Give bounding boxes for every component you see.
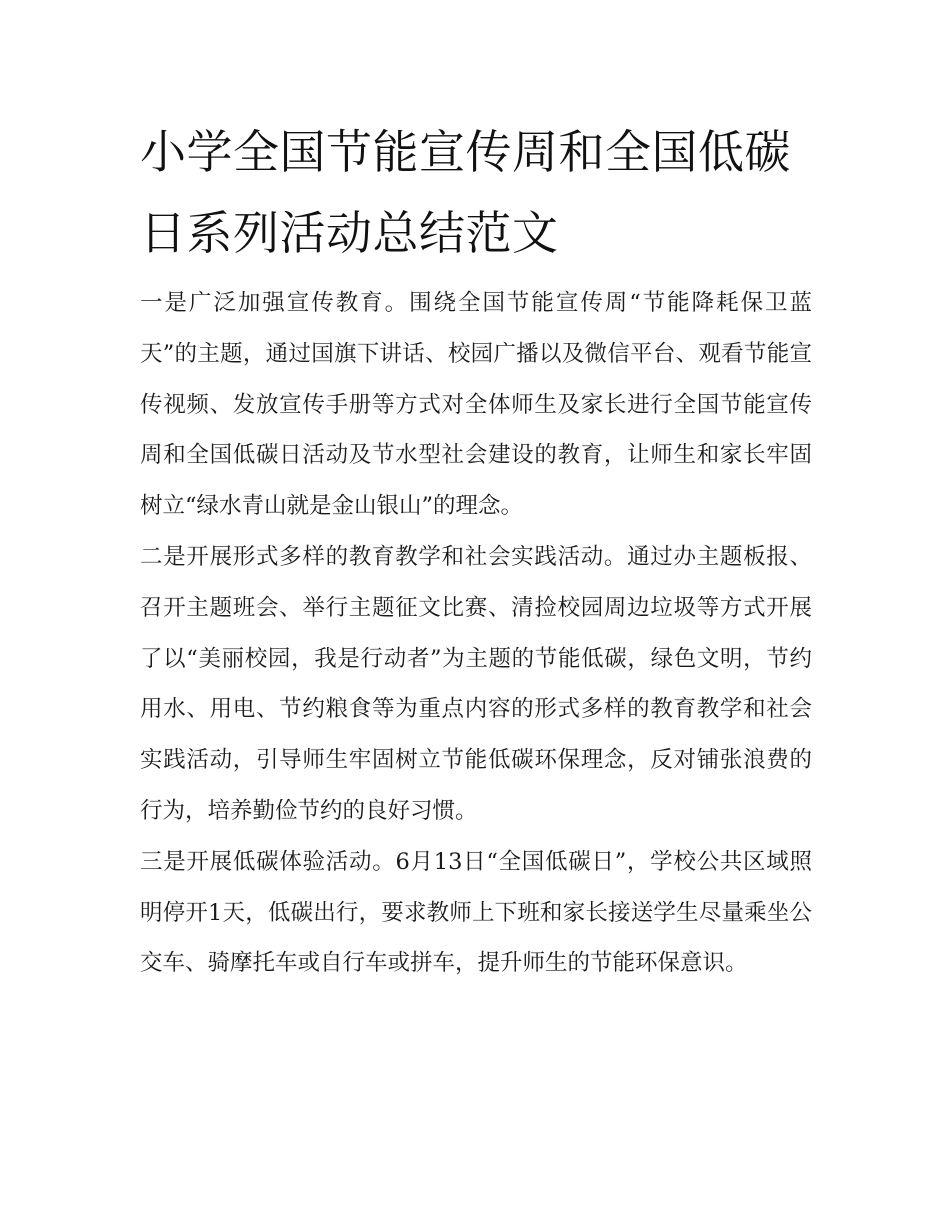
paragraph-1: 一是广泛加强宣传教育。围绕全国节能宣传周“节能降耗保卫蓝天”的主题，通过国旗下讲话、校园广播以及微信平台、观看节能宣传视频、发放宣传手册等方式对全体师生及家长进行全国节能宣传周和全国低碳日活动及节水型社会建设的教育，让师生和家长牢固树立“绿水青山就是金山银山”的理念。 <box>140 290 812 520</box>
document-body <box>140 278 812 989</box>
paragraph-2: 二是开展形式多样的教育教学和社会实践活动。通过办主题板报、召开主题班会、举行主题征文比赛、清捡校园周边垃圾等方式开展了以“美丽校园，我是行动者”为主题的节能低碳，绿色文明，节约用水、用电、节约粮食等为重点内容的形式多样的教育教学和社会实践活动，引导师生牢固树立节能低碳环保理念，反对铺张浪费的行为，培养勤俭节约的良好习惯。 <box>140 543 812 824</box>
paragraph-3: 三是开展低碳体验活动。6月13日“全国低碳日”，学校公共区域照明停开1天，低碳出行，要求教师上下班和家长接送学生尽量乘坐公交车、骑摩托车或自行车或拼车，提升师生的节能环保意识。 <box>140 848 812 977</box>
document-title: 小学全国节能宣传周和全国低碳日系列活动总结范文 <box>140 125 791 260</box>
